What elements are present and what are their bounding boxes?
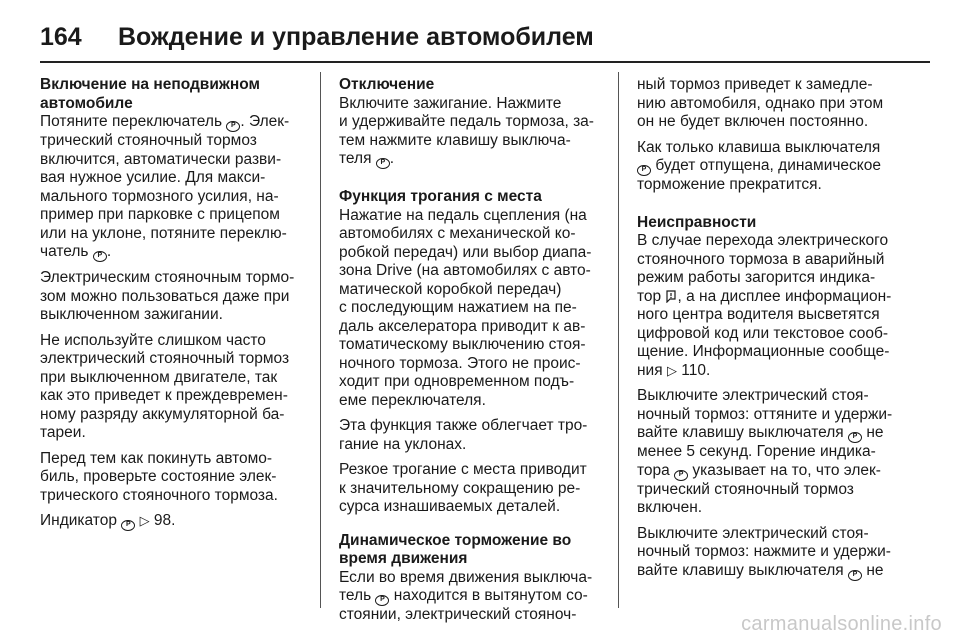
text-line: как это приведет к преждевремен- [40, 387, 288, 404]
text-line: вайте клавишу выключателя P не [637, 424, 912, 443]
text-line: с последующим нажатием на пе- [339, 299, 577, 316]
paragraph [40, 269, 312, 325]
text-line: Выключите электрический стоя- [637, 524, 869, 542]
parking-brake-icon [848, 570, 862, 581]
text-line: еме переключателя. [339, 391, 486, 409]
section-heading [40, 76, 312, 113]
text-line: Как только клавиша выключателя [637, 138, 881, 156]
page-ref-icon: ▷ [139, 513, 150, 528]
page-number: 164 [40, 22, 82, 51]
column-2 [339, 76, 605, 632]
paragraph [40, 450, 312, 506]
text-line: мального тормозного усилия, на- [40, 187, 279, 205]
section-heading: Неисправности [637, 213, 757, 231]
text-line: Если во время движения выключа- [339, 568, 593, 586]
page-ref[interactable]: 110. [681, 361, 711, 379]
text-line: P будет отпущена, динамическое [637, 157, 912, 176]
column-1 [40, 76, 312, 538]
text-line: пример при парковке с прицепом [40, 206, 280, 223]
parking-brake-icon [376, 158, 390, 169]
text-line: щение. Информационные сообще- [637, 343, 890, 360]
text-line: трический стояночный тормоз [40, 132, 257, 149]
text-line: стоянии, электрический стояноч- [339, 606, 577, 623]
text-line: Электрическим стояночным тормо- [40, 269, 295, 286]
section-heading: Отключение [339, 76, 435, 93]
parking-brake-icon [674, 470, 688, 481]
paragraph [339, 417, 605, 454]
text-line: Выключите электрический стоя- [637, 387, 869, 404]
text-line: Не используйте слишком часто [40, 331, 266, 349]
text-line: ночного тормоза. Этого не проис- [339, 354, 581, 372]
text-line: Включите зажигание. Нажмите [339, 94, 562, 112]
text-line: Резкое трогание с места приводит [339, 461, 587, 478]
column-divider [618, 72, 619, 608]
text-line: теля P . [339, 150, 605, 169]
text-line: Эта функция также облегчает тро- [339, 417, 588, 434]
section-heading [339, 532, 605, 569]
page-header [40, 14, 930, 60]
text-line: ный тормоз приведет к замедле- [637, 76, 873, 93]
text-line: Потяните переключатель P . Элек- [40, 113, 312, 132]
text-line: включится, автоматически разви- [40, 150, 282, 168]
text-line: тареи. [40, 424, 86, 441]
text-line: тора P указывает на то, что элек- [637, 462, 912, 481]
parking-brake-icon [375, 595, 389, 606]
text-line: менее 5 секунд. Горение индика- [637, 443, 876, 460]
paragraph [40, 332, 312, 443]
text-line: ния ▷ 110. [637, 361, 711, 379]
text-line: трического стояночного тормоза. [40, 486, 278, 504]
header-rule [40, 61, 930, 63]
text-line: тем нажмите клавишу выключа- [339, 131, 571, 149]
text-line: Нажатие на педаль сцепления (на [339, 206, 587, 224]
text-line: или на уклоне, потяните переклю- [40, 224, 287, 242]
text-line: ночный тормоз: нажмите и удержи- [637, 543, 891, 560]
parking-brake-icon [93, 251, 107, 262]
text-line: нию автомобиля, однако при этом [637, 94, 884, 112]
page-ref-icon: ▷ [666, 362, 677, 378]
paragraph [637, 232, 912, 380]
heading-line: Включение на неподвижном [40, 76, 260, 93]
text-line: Перед тем как покинуть автомо- [40, 449, 273, 467]
watermark: carmanualsonline.info [741, 613, 942, 635]
text-line: Индикатор P ▷ 98. [40, 512, 312, 531]
text-line: тор , а на дисплее информацион- [637, 287, 892, 305]
paragraph [339, 95, 605, 170]
text-line: выключенном зажигании. [40, 306, 223, 323]
text-line: вая нужное усилие. Для макси- [40, 169, 266, 186]
text-line: ходит при одновременном подъ- [339, 373, 575, 390]
text-line: при выключенном двигателе, так [40, 368, 278, 386]
paragraph [637, 387, 912, 518]
page-ref[interactable]: 98. [153, 512, 176, 529]
text-line: и удерживайте педаль тормоза, за- [339, 113, 594, 130]
paragraph [339, 207, 605, 411]
heading-line: время движения [339, 550, 468, 567]
text-line: режим работы загорится индика- [637, 269, 876, 286]
text-line: матической коробкой передач) [339, 280, 562, 298]
column-3 [637, 76, 912, 588]
text-line: включен. [637, 499, 703, 516]
text-line: цифровой код или текстовое сооб- [637, 324, 889, 342]
paragraph [339, 461, 605, 517]
column-divider [320, 72, 321, 608]
text-line: электрический стояночный тормоз [40, 350, 290, 367]
paragraph [637, 76, 912, 132]
text-line: робкой передач) или выбор диапа- [339, 243, 592, 261]
text-line: он не будет включен постоянно. [637, 113, 869, 130]
heading-line: Динамическое торможение во [339, 531, 572, 549]
text-line: тель P находится в вытянутом со- [339, 587, 605, 606]
text-line: чатель P . [40, 243, 312, 262]
text-line: трический стояночный тормоз [637, 480, 854, 498]
text-line: вайте клавишу выключателя P не [637, 562, 912, 581]
text-line: зона Drive (на автомобилях с авто- [339, 262, 591, 279]
text-line: биль, проверьте состояние элек- [40, 468, 277, 485]
page-title: Вождение и управление автомобилем [118, 22, 594, 51]
text-line: томатическому выключению стоя- [339, 336, 586, 353]
text-line: ному разряду аккумуляторной ба- [40, 405, 285, 423]
parking-brake-icon [848, 432, 862, 443]
text-line: гание на уклонах. [339, 435, 467, 453]
parking-brake-icon [121, 520, 135, 531]
section-heading: Функция трогания с места [339, 188, 542, 205]
text-line: ного центра водителя высветятся [637, 306, 880, 323]
heading-line: автомобиле [40, 94, 133, 112]
paragraph [637, 139, 912, 195]
text-line: к значительному сокращению ре- [339, 479, 581, 497]
parking-brake-icon [637, 165, 651, 176]
paragraph [339, 569, 605, 625]
text-line: сурса изнашиваемых деталей. [339, 498, 561, 515]
text-line: В случае перехода электрического [637, 232, 889, 249]
text-line: ночный тормоз: оттяните и удержи- [637, 405, 893, 423]
text-line: стояночного тормоза в аварийный [637, 250, 885, 268]
text-line: зом можно пользоваться даже при [40, 287, 290, 305]
text-line: даль акселератора приводит к ав- [339, 317, 586, 335]
parking-brake-icon [226, 121, 240, 132]
service-warning-icon [665, 290, 677, 303]
text-line: автомобилях с механической ко- [339, 225, 576, 242]
paragraph [40, 113, 312, 262]
paragraph [40, 512, 312, 531]
text-line: торможение прекратится. [637, 176, 822, 193]
paragraph [637, 525, 912, 581]
